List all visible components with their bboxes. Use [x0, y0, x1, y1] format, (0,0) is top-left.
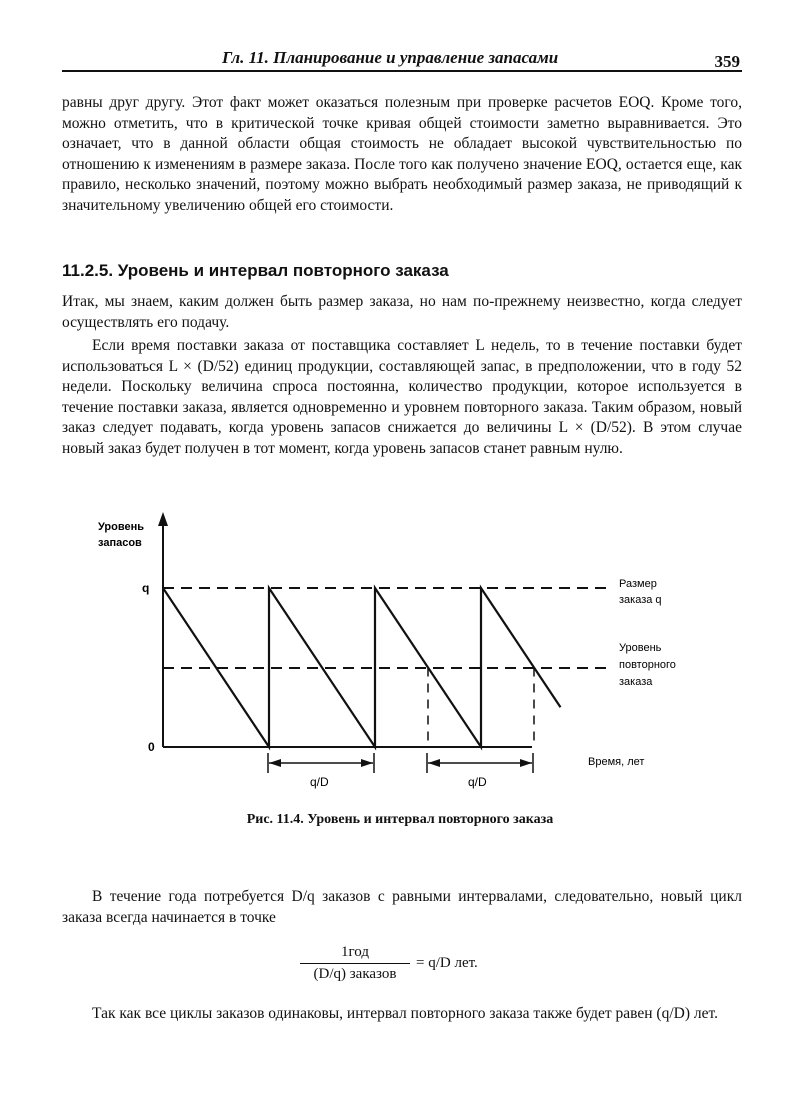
x-axis-label: Время, лет: [588, 756, 645, 768]
interval-marker-2: [427, 753, 533, 773]
legend-order-line2: заказа q: [619, 594, 662, 606]
section-heading: 11.2.5. Уровень и интервал повторного заказа: [62, 261, 449, 280]
arrow-left-icon: [428, 759, 440, 767]
formula-denominator: (D/q) заказов: [313, 966, 397, 982]
formula-numerator: 1год: [300, 944, 410, 964]
paragraph-intro: Итак, мы знаем, каким должен быть размер заказа, но нам по-прежнему неизвестно, когда следует осуществлять его подачу.: [62, 293, 742, 331]
interval-formula: [300, 944, 560, 990]
y-axis-label-line1: Уровень: [98, 521, 145, 533]
y-axis-label-line2: запасов: [98, 537, 142, 549]
y-tick-q: q: [142, 581, 150, 595]
running-header: [62, 46, 742, 72]
legend-reorder-line1: Уровень: [619, 642, 662, 654]
paragraph-lead-time: Если время поставки заказа от поставщика составляет L недель, то в течение поставки будет использоваться L × (D/52) единиц продукции, составляющей запас, в предположении, что в году 52 недели. Поскольку величина спроса постоянна, количество продукции, которое используется в течение поставки заказа, является одновременно и уровнем повторного заказа. Таким образом, новый заказ следует подавать, когда уровень запасов снижается до величины L × (D/52). В этом случае новый заказ будет получен в тот момент, когда уровень запасов станет равным нулю.: [62, 337, 742, 457]
figure-caption: Рис. 11.4. Уровень и интервал повторного заказа: [246, 812, 554, 827]
arrow-left-icon: [269, 759, 281, 767]
y-tick-zero: 0: [148, 740, 155, 754]
paragraph-conclusion: Так как все циклы заказов одинаковы, интервал повторного заказа также будет равен (q/D) лет.: [92, 1005, 718, 1022]
formula-fraction: [300, 944, 410, 983]
formula-rhs: = q/D лет.: [416, 955, 478, 971]
reorder-level-figure: [62, 508, 742, 808]
page-number: 359: [714, 52, 740, 71]
legend-reorder-line3: заказа: [619, 676, 653, 688]
arrow-right-icon: [361, 759, 373, 767]
paragraph-cycles: В течение года потребуется D/q заказов с равными интервалами, следовательно, новый цикл заказа всегда начинается в точке: [62, 888, 742, 926]
interval-label-2: q/D: [468, 775, 487, 789]
interval-label-1: q/D: [310, 775, 329, 789]
interval-marker-1: [268, 753, 374, 773]
paragraph-eoq-note: равны друг другу. Этот факт может оказаться полезным при проверке расчетов EOQ. Кроме того, можно отметить, что в критической точке кривая общей стоимости заметно выравнивается. Это означает, что в данной области общая стоимость не обладает высокой чувствительностью по отношению к изменениям в размере заказа. После того как получено значение EOQ, остается еще, как правило, несколько значений, поэтому можно выбрать необходимый размер заказа, не приводящий к значительному увеличению общей его стоимости.: [62, 94, 742, 214]
legend-order-line1: Размер: [619, 578, 657, 590]
chapter-title: Гл. 11. Планирование и управление запасами: [222, 48, 559, 67]
arrow-right-icon: [520, 759, 532, 767]
legend-reorder-line2: повторного: [619, 659, 676, 671]
y-axis-arrow-icon: [158, 512, 168, 526]
